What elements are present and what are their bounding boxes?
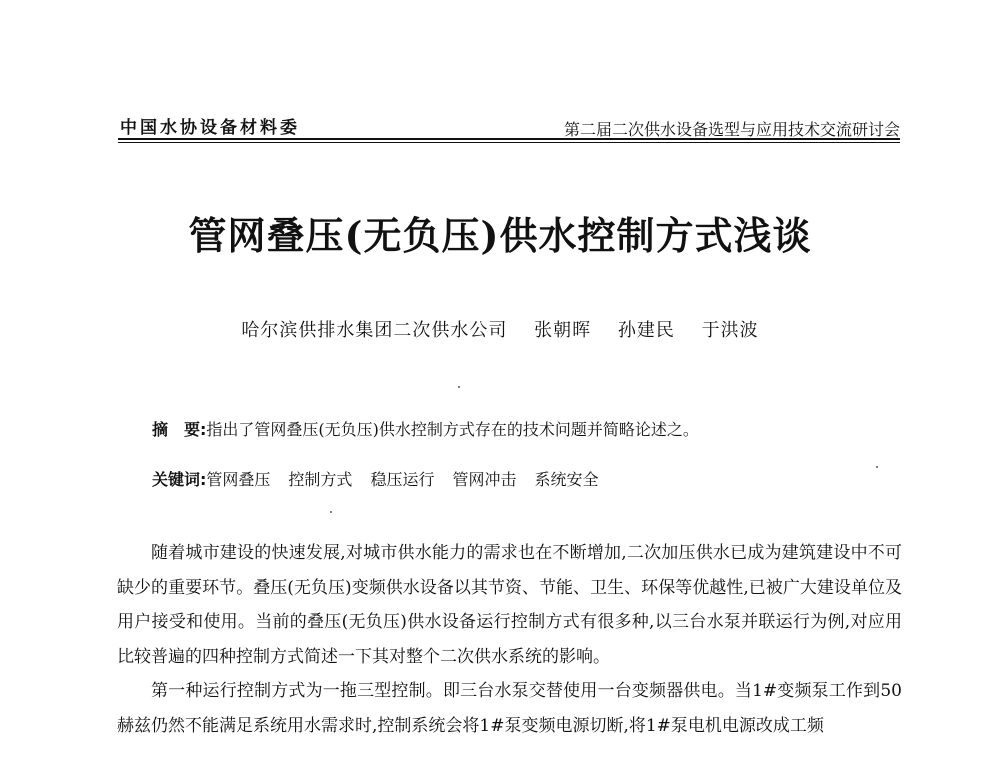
keyword: 控制方式 <box>288 470 353 489</box>
keyword: 稳压运行 <box>370 470 435 489</box>
body-paragraph: 随着城市建设的快速发展,对城市供水能力的需求也在不断增加,二次加压供水已成为建筑建设中不可缺少的重要环节。叠压(无负压)变频供水设备以其节资、节能、卫生、环保等优越性,已被广大建设单位及用户接受和使用。当前的叠压(无负压)供水设备运行控制方式有很多种,以三台水泵并联运行为例,对应用比较普遍的四种控制方式简述一下其对整个二次供水系统的影响。 <box>117 543 902 667</box>
author-line <box>0 316 1000 342</box>
abstract <box>152 417 699 440</box>
author-name: 孙建民 <box>617 320 675 341</box>
abstract-text: 指出了管网叠压(无负压)供水控制方式存在的技术问题并简略论述之。 <box>206 420 699 439</box>
affiliation: 哈尔滨供排水集团二次供水公司 <box>241 320 508 341</box>
keywords <box>152 467 616 490</box>
author-name: 张朝晖 <box>534 320 592 341</box>
scan-speck <box>330 511 332 513</box>
running-header-right: 第二届二次供水设备选型与应用技术交流研讨会 <box>563 120 900 139</box>
scan-speck <box>876 466 878 468</box>
body-paragraph: 第一种运行控制方式为一拖三型控制。即三台水泵交替使用一台变频器供电。当1#变频泵工作到50赫兹仍然不能满足系统用水需求时,控制系统会将1#泵变频电源切断,将1#泵电机电源改成工频 <box>117 681 902 736</box>
abstract-label: 摘 要: <box>152 420 207 439</box>
scan-speck <box>458 386 460 388</box>
paper-title: 管网叠压(无负压)供水控制方式浅谈 <box>188 213 812 258</box>
running-header-left: 中国水协设备材料委 <box>120 118 300 138</box>
keyword: 管网冲击 <box>452 470 517 489</box>
header-rule <box>118 138 900 143</box>
keywords-label: 关键词: <box>152 470 207 489</box>
keyword: 管网叠压 <box>206 470 271 489</box>
keyword: 系统安全 <box>534 470 599 489</box>
body-text <box>117 536 902 743</box>
author-name: 于洪波 <box>701 320 759 341</box>
